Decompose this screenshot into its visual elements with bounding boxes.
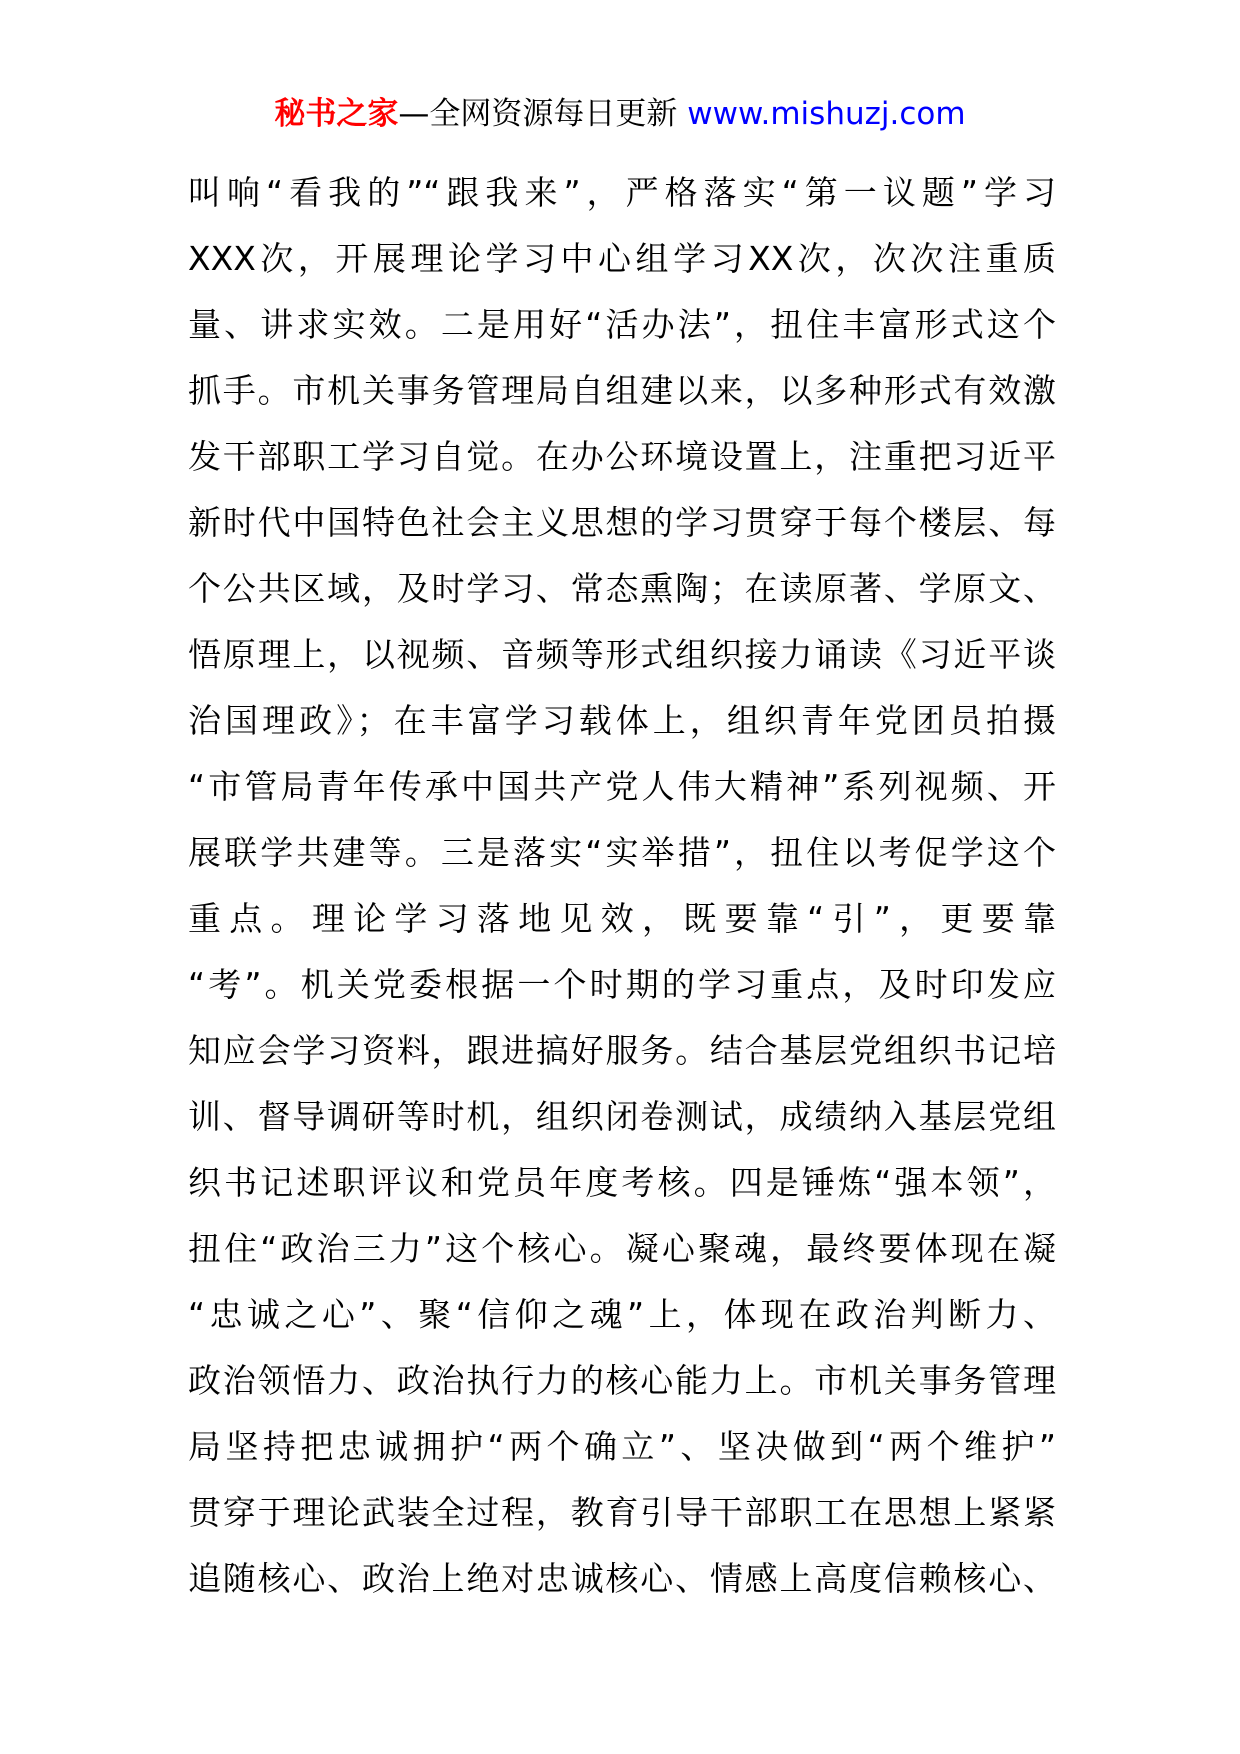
site-tagline: —全网资源每日更新 [398,96,678,132]
body-text-line: XXX次，开展理论学习中心组学习XX次，次次注重质 [188,239,1056,278]
body-text-line: 重点。理论学习落地见效，既要靠“引”，更要靠 [188,899,1056,938]
body-text-line: 量、讲求实效。二是用好“活办法”，扭住丰富形式这个 [188,305,1056,344]
body-text-line: 个公共区域，及时学习、常态熏陶；在读原著、学原文、 [188,569,1056,608]
body-text-line: 叫响“看我的”“跟我来”，严格落实“第一议题”学习 [188,173,1056,212]
body-text-line: 展联学共建等。三是落实“实举措”，扭住以考促学这个 [188,833,1056,872]
site-brand: 秘书之家 [274,96,399,132]
body-text-line: 织书记述职评议和党员年度考核。四是锤炼“强本领”， [188,1163,1056,1202]
document-body [188,160,1056,1612]
body-text-line: 知应会学习资料，跟进搞好服务。结合基层党组织书记培 [188,1031,1056,1070]
body-text-line: 抓手。市机关事务管理局自组建以来，以多种形式有效激 [188,371,1056,410]
body-text-line: 局坚持把忠诚拥护“两个确立”、坚决做到“两个维护” [188,1427,1056,1466]
body-text-line: 治国理政》；在丰富学习载体上，组织青年党团员拍摄 [188,701,1056,740]
body-text-line: 训、督导调研等时机，组织闭卷测试，成绩纳入基层党组 [188,1097,1056,1136]
body-text-line: “考”。机关党委根据一个时期的学习重点，及时印发应 [188,965,1056,1004]
site-header [0,94,1240,134]
site-url-link[interactable]: www.mishuzj.com [687,96,966,132]
body-text-line: “忠诚之心”、聚“信仰之魂”上，体现在政治判断力、 [188,1295,1056,1334]
body-text-line: “市管局青年传承中国共产党人伟大精神”系列视频、开 [188,767,1056,806]
body-text-line: 发干部职工学习自觉。在办公环境设置上，注重把习近平 [188,437,1056,476]
body-text-line: 追随核心、政治上绝对忠诚核心、情感上高度信赖核心、 [188,1559,1056,1598]
body-text-line: 新时代中国特色社会主义思想的学习贯穿于每个楼层、每 [188,503,1056,542]
body-text-line: 悟原理上，以视频、音频等形式组织接力诵读《习近平谈 [188,635,1056,674]
body-text-line: 政治领悟力、政治执行力的核心能力上。市机关事务管理 [188,1361,1056,1400]
body-text-line: 贯穿于理论武装全过程，教育引导干部职工在思想上紧紧 [188,1493,1056,1532]
body-text-line: 扭住“政治三力”这个核心。凝心聚魂，最终要体现在凝 [188,1229,1056,1268]
